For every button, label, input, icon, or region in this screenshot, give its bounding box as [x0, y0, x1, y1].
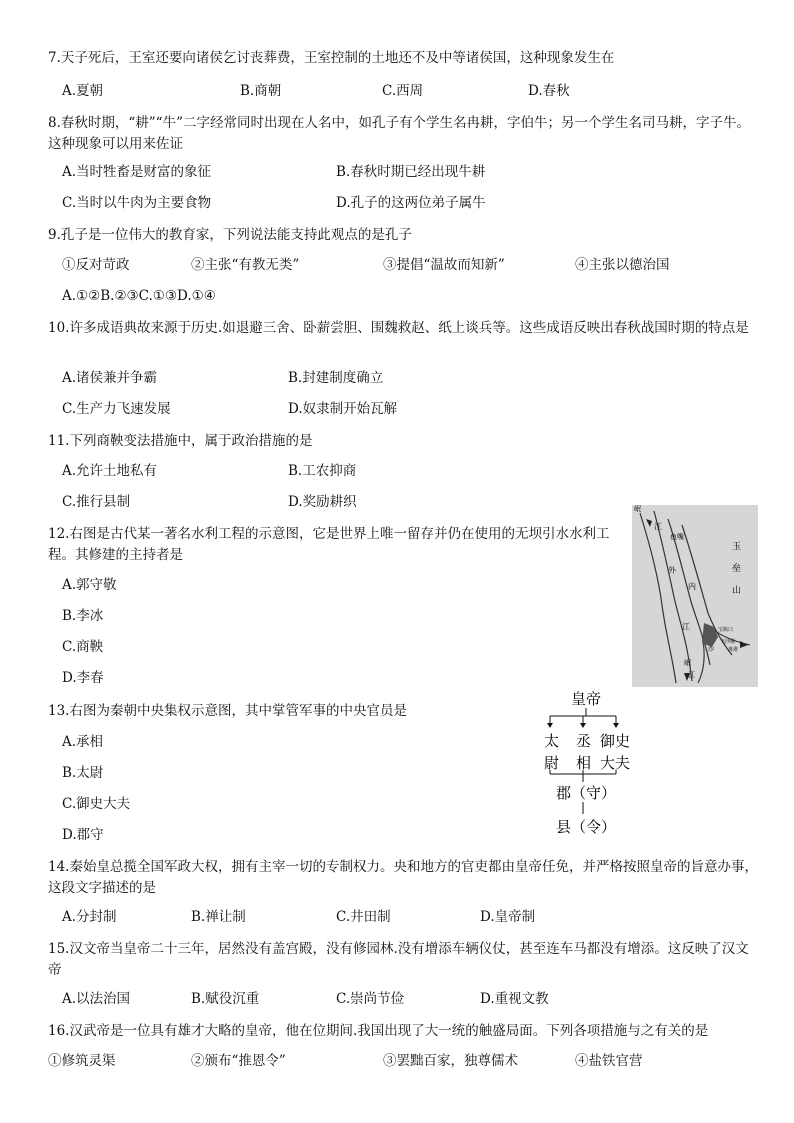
map-label: 岷	[634, 505, 641, 513]
q12-option-c[interactable]: C.商鞅	[62, 639, 104, 655]
org-official-taiwei-l2: 尉	[544, 754, 560, 772]
question-12-stem: 12.右图是古代某一著名水利工程的示意图，它是世界上唯一留存并仍在使用的无坝引水水利工程。其修建的主持者是	[48, 526, 610, 563]
dujiangyan-map	[632, 505, 758, 687]
q7-option-b[interactable]: B.商朝	[240, 83, 282, 99]
question-7-stem: 7.天子死后，王室还要向诸侯乞讨丧葬费，王室控制的土地还不及中等诸侯国，这种现象发生在	[48, 50, 615, 66]
q12-option-a[interactable]: A.郭守敬	[62, 577, 117, 593]
q11-option-c[interactable]: C.推行县制	[62, 494, 131, 510]
map-label: 宝瓶口	[718, 627, 734, 633]
org-commandery: 郡（守）	[555, 784, 617, 802]
map-label: 江	[654, 522, 662, 531]
map-label: 岷	[684, 659, 691, 667]
question-14-stem: 14.秦始皇总揽全国军政大权，拥有主宰一切的专制权力。央和地方的官吏都由皇帝任免，并严格按照皇帝的旨意办事，这段文字描述的是	[48, 859, 758, 896]
map-label: 江	[682, 622, 690, 631]
q14-option-d[interactable]: D.皇帝制	[480, 909, 536, 925]
map-label: 鱼嘴	[670, 533, 684, 541]
q15-option-a[interactable]: A.以法治国	[62, 991, 131, 1007]
q16-item-4: ④盐铁官营	[575, 1053, 643, 1069]
arrow-down-icon	[547, 723, 619, 728]
q8-option-c[interactable]: C.当时以牛肉为主要食物	[62, 195, 212, 211]
q9-item-1: ①反对苛政	[62, 257, 130, 273]
q10-option-a[interactable]: A.诸侯兼并争霸	[62, 370, 158, 386]
q12-option-b[interactable]: B.李冰	[62, 608, 104, 624]
q13-option-a[interactable]: A.承相	[62, 734, 104, 750]
q8-option-a[interactable]: A.当时牲畜是财富的象征	[62, 164, 212, 180]
org-official-yushi-l2: 大夫	[600, 754, 631, 772]
org-official-yushi-l1: 御史	[600, 732, 631, 750]
q13-option-d[interactable]: D.郡守	[62, 827, 104, 843]
q11-option-d[interactable]: D.奖励耕织	[288, 494, 357, 510]
dujiangyan-map-svg	[632, 505, 758, 687]
qin-org-chart-svg	[528, 690, 650, 840]
q8-option-b[interactable]: B.春秋时期已经出现牛耕	[336, 164, 486, 180]
q15-option-c[interactable]: C.崇尚节俭	[336, 991, 405, 1007]
q9-item-4: ④主张以德治国	[575, 257, 670, 273]
q14-option-b[interactable]: B.禅让制	[191, 909, 246, 925]
map-label: 离堆	[728, 647, 739, 653]
q10-option-b[interactable]: B.封建制度确立	[288, 370, 384, 386]
question-15-stem: 15.汉文帝当皇帝二十三年，居然没有盖宫殿，没有修园林.没有增添车辆仪仗，甚至连车马都没有增添。这反映了汉文帝	[48, 941, 749, 978]
org-official-chengxiang-l1: 丞	[576, 732, 592, 750]
qin-org-chart	[528, 690, 650, 840]
q15-option-d[interactable]: D.重视文教	[480, 991, 549, 1007]
q7-option-d[interactable]: D.春秋	[528, 83, 570, 99]
org-county: 县（令）	[555, 818, 617, 836]
question-16-stem: 16.汉武帝是一位具有雄才大略的皇帝，他在位期间.我国出现了大一统的触盛局面。下列各项措施与之有关的是	[48, 1023, 709, 1039]
q10-option-d[interactable]: D.奴隶制开始瓦解	[288, 401, 398, 417]
q13-option-c[interactable]: C.御史大夫	[62, 796, 131, 812]
org-official-taiwei-l1: 太	[544, 732, 560, 750]
q7-option-c[interactable]: C.西周	[382, 83, 424, 99]
q9-options[interactable]: A.①②B.②③C.①③D.①④	[62, 288, 216, 304]
map-label: 山	[732, 586, 742, 596]
map-label: 玉	[732, 542, 742, 552]
question-11-stem: 11.下列商鞅变法措施中，属于政治措施的是	[48, 433, 313, 449]
map-label: 外	[668, 566, 676, 575]
q11-option-a[interactable]: A.允许土地私有	[62, 463, 158, 479]
q9-item-2: ②主张“有教无类”	[191, 257, 300, 273]
map-label: 江	[688, 671, 695, 679]
org-official-chengxiang-l2: 相	[576, 754, 592, 772]
org-root-emperor: 皇帝	[570, 690, 602, 708]
question-13-stem: 13.右图为秦朝中央集权示意图，其中掌管军事的中央官员是	[48, 703, 407, 719]
q13-option-b[interactable]: B.太尉	[62, 765, 104, 781]
q14-option-c[interactable]: C.井田制	[336, 909, 391, 925]
q14-option-a[interactable]: A.分封制	[62, 909, 117, 925]
q16-item-3: ③罢黜百家，独尊儒术	[383, 1053, 518, 1069]
question-9-stem: 9.孔子是一位伟大的教育家，下列说法能支持此观点的是孔子	[48, 227, 412, 243]
map-label: 飞沙堰	[720, 639, 736, 645]
q11-option-b[interactable]: B.工农抑商	[288, 463, 357, 479]
question-8-stem: 8.春秋时期，“耕”“牛”二字经常同时出现在人名中，如孔子有个学生名冉耕，字伯牛；另一个学生名司马耕，字子牛。这种现象可以用来佐证	[48, 115, 750, 152]
map-label: 垒	[732, 564, 742, 574]
q15-option-b[interactable]: B.赋役沉重	[191, 991, 260, 1007]
q10-option-c[interactable]: C.生产力飞速发展	[62, 401, 171, 417]
question-10-stem: 10.许多成语典故来源于历史.如退避三舍、卧薪尝胆、围魏救赵、纸上谈兵等。这些成语反映出春秋战国时期的特点是	[48, 320, 749, 336]
q12-option-d[interactable]: D.李春	[62, 670, 104, 686]
q16-item-1: ①修筑灵渠	[48, 1053, 116, 1069]
map-label: 内	[688, 582, 696, 591]
q9-item-3: ③提倡“温故而知新”	[383, 257, 505, 273]
map-label: 沙	[708, 646, 715, 653]
q7-option-a[interactable]: A.夏朝	[62, 83, 104, 99]
q8-option-d[interactable]: D.孔子的这两位弟子属牛	[336, 195, 486, 211]
q16-item-2: ②颁布“推恩令”	[191, 1053, 286, 1069]
